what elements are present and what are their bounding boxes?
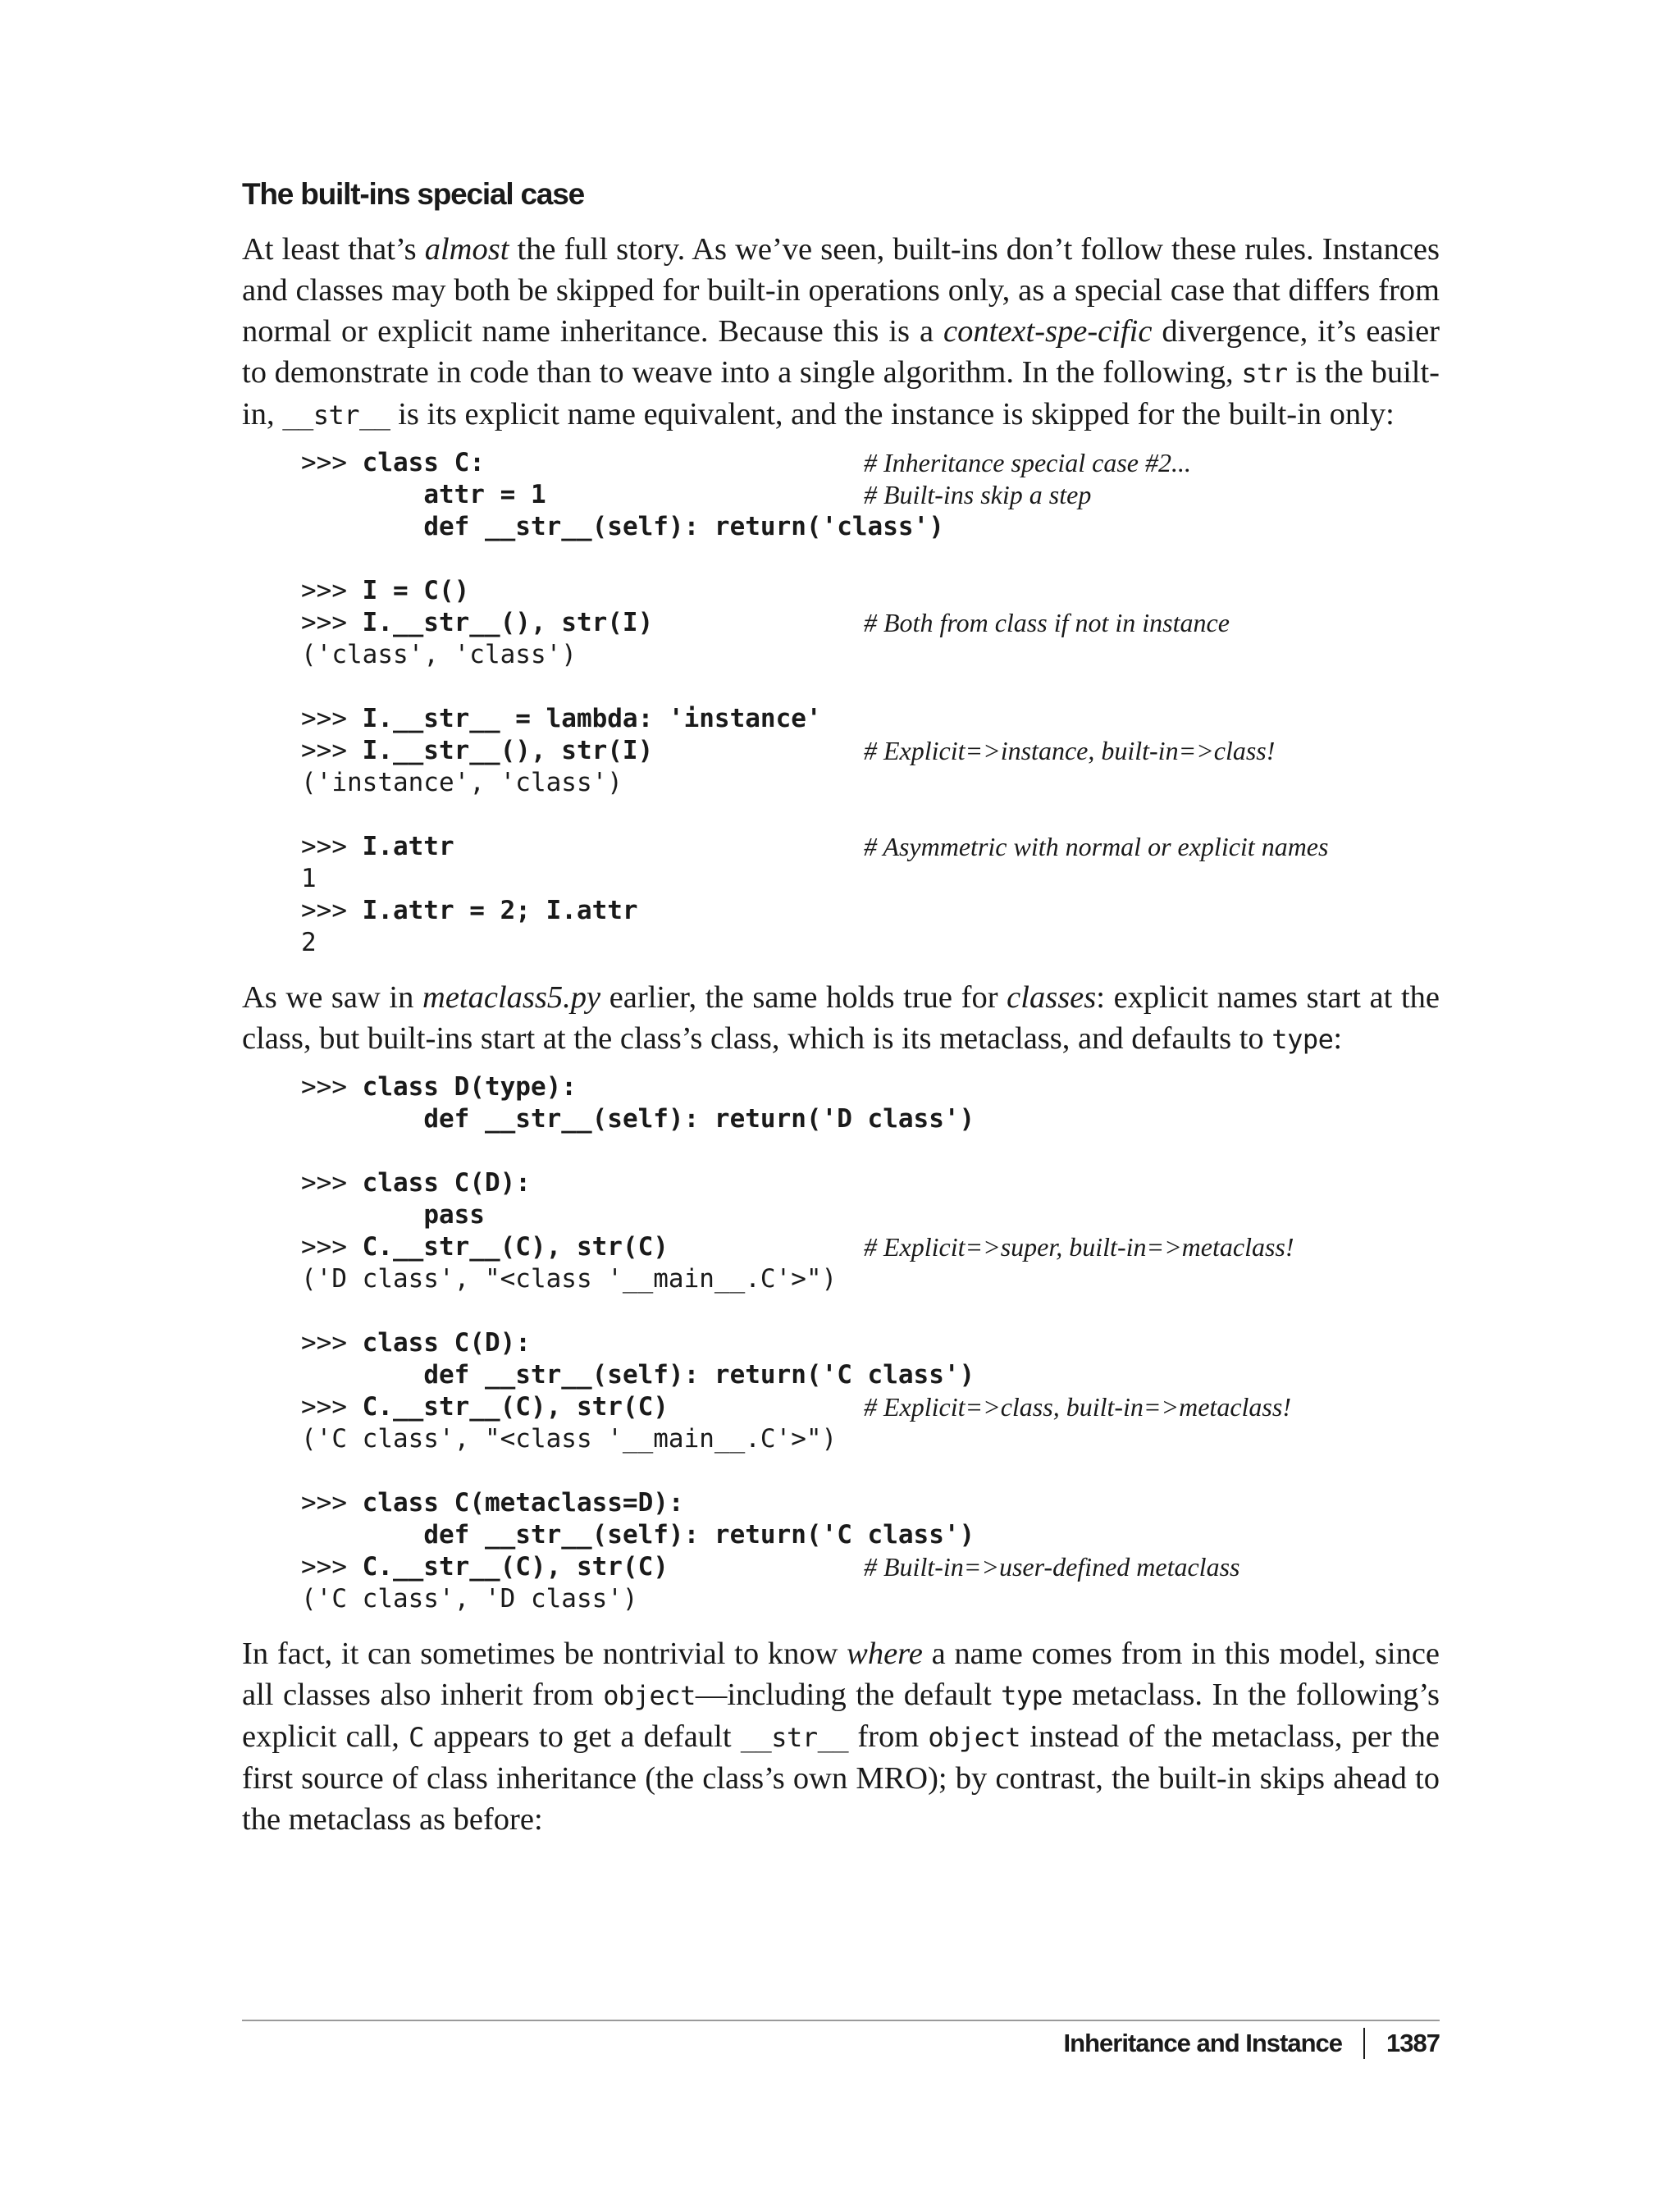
code-input: class D(type): xyxy=(362,1072,577,1102)
code-input: C.__str__(C), str(C) xyxy=(362,1232,669,1262)
code-input: I = C() xyxy=(362,576,470,606)
code-comment: # Asymmetric with normal or explicit names xyxy=(864,832,1329,862)
code-line xyxy=(301,799,1440,831)
code-input: class C(metaclass=D): xyxy=(362,1488,684,1518)
code-line xyxy=(301,767,1440,799)
code-prefix: 1 xyxy=(301,864,317,894)
code-comment: # Both from class if not in instance xyxy=(864,608,1230,638)
code-prefix: >>> xyxy=(301,1232,363,1262)
footer-rule xyxy=(242,2020,1440,2021)
code-line xyxy=(301,831,1440,863)
code-prefix: ('D class', "<class '__main__.C'>") xyxy=(301,1264,838,1294)
section-heading: The built-ins special case xyxy=(242,177,585,211)
code-prefix: >>> xyxy=(301,1072,363,1102)
code-prefix xyxy=(301,1360,423,1390)
code-line xyxy=(301,1487,1440,1519)
code-prefix: >>> xyxy=(301,576,363,606)
code-input: I.__str__ = lambda: 'instance' xyxy=(362,704,822,734)
code-line xyxy=(301,703,1440,735)
code-comment: # Explicit=>super, built-in=>metaclass! xyxy=(864,1232,1294,1262)
code-line xyxy=(301,447,1440,479)
code-line xyxy=(301,1519,1440,1551)
code-line xyxy=(301,1231,1440,1263)
code-line xyxy=(301,735,1440,767)
code-prefix xyxy=(301,480,423,509)
code-line xyxy=(301,1167,1440,1199)
code-input: class C: xyxy=(362,448,485,478)
code-line xyxy=(301,1135,1440,1167)
code-line xyxy=(301,1583,1440,1615)
code-line xyxy=(301,543,1440,575)
code-input: C.__str__(C), str(C) xyxy=(362,1552,669,1582)
page-body xyxy=(242,176,1440,1840)
code-line xyxy=(301,1103,1440,1135)
code-prefix: >>> xyxy=(301,1168,363,1198)
code-prefix: >>> xyxy=(301,736,363,766)
code-prefix: ('C class', "<class '__main__.C'>") xyxy=(301,1424,838,1454)
code-line xyxy=(301,1423,1440,1455)
code-line xyxy=(301,671,1440,703)
page-number: 1387 xyxy=(1386,2029,1440,2057)
code-line xyxy=(301,639,1440,671)
code-prefix: >>> xyxy=(301,448,363,478)
code-prefix: >>> xyxy=(301,1328,363,1358)
code-line xyxy=(301,1391,1440,1423)
code-input: def __str__(self): return('D class') xyxy=(423,1104,975,1134)
code-prefix: 2 xyxy=(301,928,317,958)
code-prefix: >>> xyxy=(301,1552,363,1582)
code-line xyxy=(301,1551,1440,1583)
code-comment: # Explicit=>instance, built-in=>class! xyxy=(864,736,1276,766)
code-input: I.__str__(), str(I) xyxy=(362,608,654,638)
code-prefix: >>> xyxy=(301,1392,363,1422)
code-comment: # Explicit=>class, built-in=>metaclass! xyxy=(864,1392,1291,1422)
code-line xyxy=(301,479,1440,511)
code-block-1 xyxy=(301,447,1440,959)
code-input: class C(D): xyxy=(362,1168,531,1198)
code-prefix: >>> xyxy=(301,896,363,926)
code-line xyxy=(301,1455,1440,1487)
code-input: I.__str__(), str(I) xyxy=(362,736,654,766)
code-line xyxy=(301,575,1440,607)
code-input: C.__str__(C), str(C) xyxy=(362,1392,669,1422)
code-line xyxy=(301,895,1440,927)
code-prefix: ('instance', 'class') xyxy=(301,768,623,798)
code-input: I.attr = 2; I.attr xyxy=(362,896,638,926)
code-input: I.attr xyxy=(362,832,454,862)
code-prefix: >>> xyxy=(301,704,363,734)
code-comment: # Built-in=>user-defined metaclass xyxy=(864,1552,1240,1582)
code-line xyxy=(301,511,1440,543)
code-line xyxy=(301,1263,1440,1295)
code-line xyxy=(301,1295,1440,1327)
code-line xyxy=(301,607,1440,639)
code-prefix: >>> xyxy=(301,608,363,638)
paragraph-3: In fact, it can sometimes be nontrivial to know where a name comes from in this model, since all classes also inherit from object—including the default type metaclass. In the following’s explicit call, C appears to get a default __str__ from object instead of the metaclass, per the first source of class inheritance (the class’s own MRO); by contrast, the built-in skips ahead to the metaclass as before: xyxy=(242,1637,1440,1838)
code-input: attr = 1 xyxy=(423,480,546,510)
code-line xyxy=(301,1327,1440,1359)
code-comment: # Inheritance special case #2... xyxy=(864,448,1191,478)
code-prefix xyxy=(301,1104,423,1134)
code-line xyxy=(301,927,1440,959)
code-comment: # Built-ins skip a step xyxy=(864,480,1092,510)
code-prefix: ('C class', 'D class') xyxy=(301,1584,638,1614)
code-prefix xyxy=(301,1520,423,1550)
code-prefix xyxy=(301,1200,423,1230)
code-prefix xyxy=(301,512,423,541)
code-input: def __str__(self): return('C class') xyxy=(423,1360,975,1390)
code-input: def __str__(self): return('class') xyxy=(423,512,944,542)
page-footer xyxy=(1064,2028,1440,2059)
code-prefix: >>> xyxy=(301,832,363,862)
code-prefix: >>> xyxy=(301,1488,363,1518)
code-input: class C(D): xyxy=(362,1328,531,1358)
code-input: pass xyxy=(423,1200,485,1230)
code-prefix: ('class', 'class') xyxy=(301,640,577,670)
code-input: def __str__(self): return('C class') xyxy=(423,1520,975,1550)
paragraph-2: As we saw in metaclass5.py earlier, the same holds true for classes: explicit names start at the class, but built-ins start at the class’s class, which is its metaclass, and defaults to type: xyxy=(242,980,1440,1057)
code-line xyxy=(301,1359,1440,1391)
footer-section-title: Inheritance and Instance xyxy=(1063,2029,1343,2057)
code-line xyxy=(301,863,1440,895)
code-block-2 xyxy=(301,1071,1440,1615)
footer-separator xyxy=(1363,2028,1365,2059)
paragraph-1: At least that’s almost the full story. As we’ve seen, built-ins don’t follow these rules. Instances and classes may both be skipped for built-in operations only, as a special case that differs from normal or explicit name inheritance. Because this is a context-spe-cific divergence, it’s easier to demonstrate in code than to weave into a single algorithm. In the following, str is the built-in, __str__ is its explicit name equivalent, and the instance is skipped for the built-in only: xyxy=(242,232,1440,432)
code-line xyxy=(301,1071,1440,1103)
code-line xyxy=(301,1199,1440,1231)
